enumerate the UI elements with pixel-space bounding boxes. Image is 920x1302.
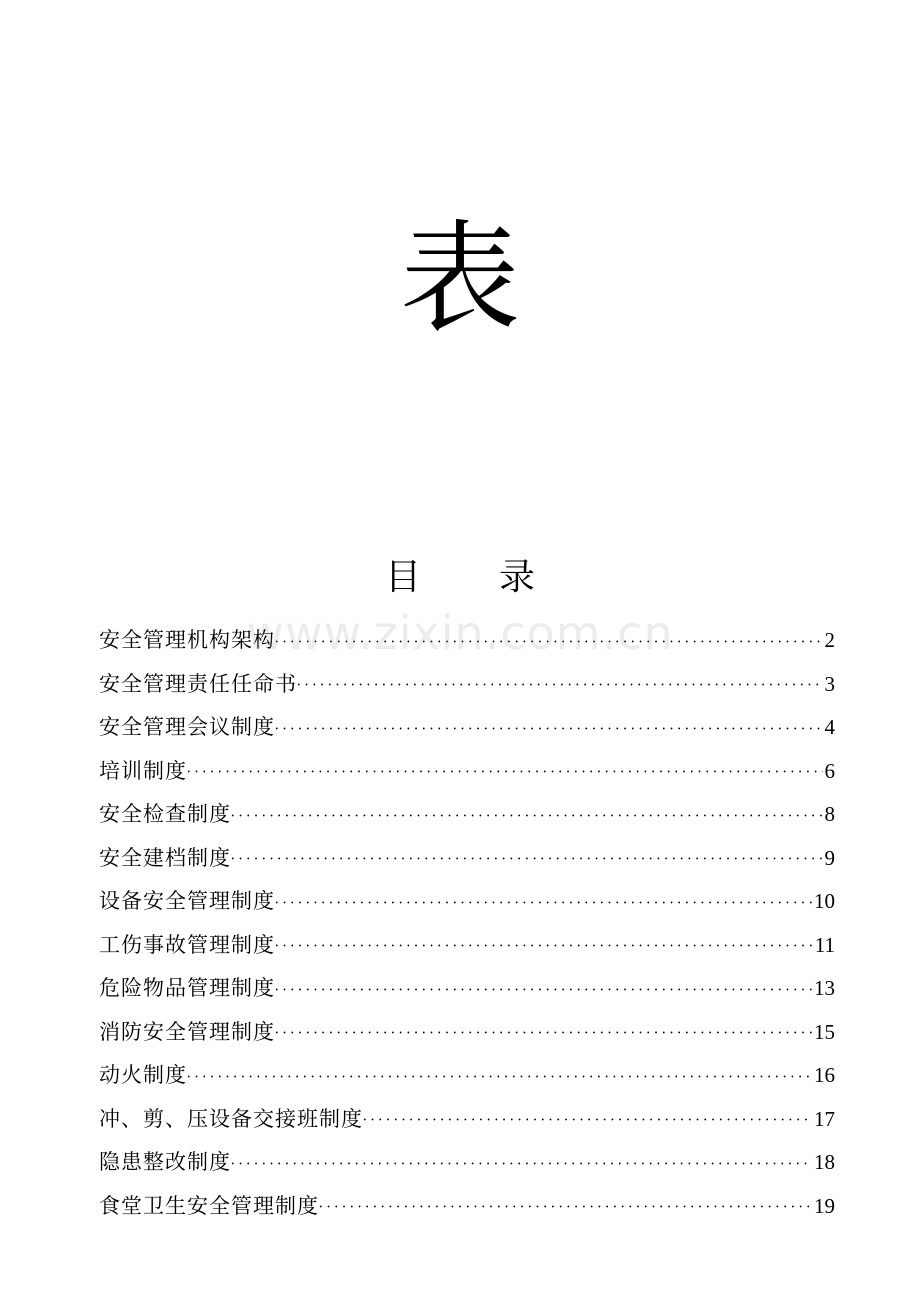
toc-entry[interactable]: [99, 1098, 835, 1142]
toc-entry[interactable]: [99, 1185, 835, 1229]
toc-entry-page: 17: [814, 1106, 835, 1131]
toc-entry-page: 8: [824, 802, 835, 826]
toc-leader-dots: [231, 795, 823, 839]
toc-entry-page: 4: [824, 715, 835, 739]
toc-leader-dots: [297, 664, 823, 708]
toc-entry[interactable]: [99, 1054, 835, 1098]
toc-entry-label: 隐患整改制度: [99, 1150, 231, 1174]
toc-entry-label: 安全检查制度: [99, 802, 231, 826]
toc-entry-label: 危险物品管理制度: [99, 976, 275, 1000]
toc-title-right: 录: [499, 557, 536, 598]
toc-leader-dots: [187, 1056, 812, 1100]
toc-leader-dots: [275, 969, 812, 1013]
toc-entry[interactable]: [99, 706, 835, 750]
toc-entry-label: 工伤事故管理制度: [99, 932, 275, 957]
toc-entry-page: 16: [814, 1063, 835, 1087]
toc-entry-label: 安全管理责任任命书: [99, 671, 297, 696]
toc-entry-label: 动火制度: [99, 1063, 187, 1087]
toc-leader-dots: [275, 1012, 812, 1056]
toc-entry-label: 培训制度: [99, 758, 187, 783]
watermark: www.zixin.com.cn: [246, 606, 674, 660]
toc-entry-page: 11: [814, 932, 835, 957]
toc-entry-label: 食堂卫生安全管理制度: [99, 1193, 319, 1218]
toc-entry-page: 2: [824, 628, 835, 652]
toc-entry[interactable]: [99, 924, 835, 968]
toc-leader-dots: [275, 882, 812, 926]
toc-list: [99, 619, 835, 1228]
toc-entry-page: 15: [814, 1019, 835, 1044]
cover-heading-char: 表: [400, 210, 520, 349]
toc-leader-dots: [231, 838, 823, 882]
toc-entry-page: 13: [814, 976, 835, 1000]
toc-title: [0, 552, 920, 604]
toc-entry-label: 消防安全管理制度: [99, 1019, 275, 1044]
toc-title-left: 目: [384, 557, 421, 598]
toc-entry-label: 安全管理会议制度: [99, 715, 275, 739]
toc-entry[interactable]: [99, 837, 835, 881]
toc-leader-dots: [275, 621, 823, 665]
toc-entry[interactable]: [99, 793, 835, 837]
toc-entry-label: 安全建档制度: [99, 845, 231, 870]
toc-entry-label: 冲、剪、压设备交接班制度: [99, 1106, 363, 1131]
toc-entry[interactable]: [99, 967, 835, 1011]
toc-entry-page: 9: [824, 845, 835, 870]
toc-entry-page: 6: [824, 758, 835, 783]
toc-entry-label: 设备安全管理制度: [99, 889, 275, 913]
toc-entry-page: 18: [814, 1150, 835, 1174]
toc-leader-dots: [319, 1186, 812, 1230]
toc-entry[interactable]: [99, 1011, 835, 1055]
toc-entry[interactable]: [99, 1141, 835, 1185]
toc-leader-dots: [363, 1099, 812, 1143]
toc-entry[interactable]: [99, 663, 835, 707]
toc-entry-page: 19: [814, 1193, 835, 1218]
toc-entry[interactable]: [99, 750, 835, 794]
toc-leader-dots: [275, 925, 813, 969]
toc-leader-dots: [275, 708, 823, 752]
toc-entry[interactable]: [99, 619, 835, 663]
toc-entry-label: 安全管理机构架构: [99, 628, 275, 652]
toc-entry-page: 3: [824, 671, 835, 696]
toc-leader-dots: [231, 1143, 812, 1187]
toc-leader-dots: [187, 751, 823, 795]
toc-entry[interactable]: [99, 880, 835, 924]
toc-entry-page: 10: [814, 889, 835, 913]
